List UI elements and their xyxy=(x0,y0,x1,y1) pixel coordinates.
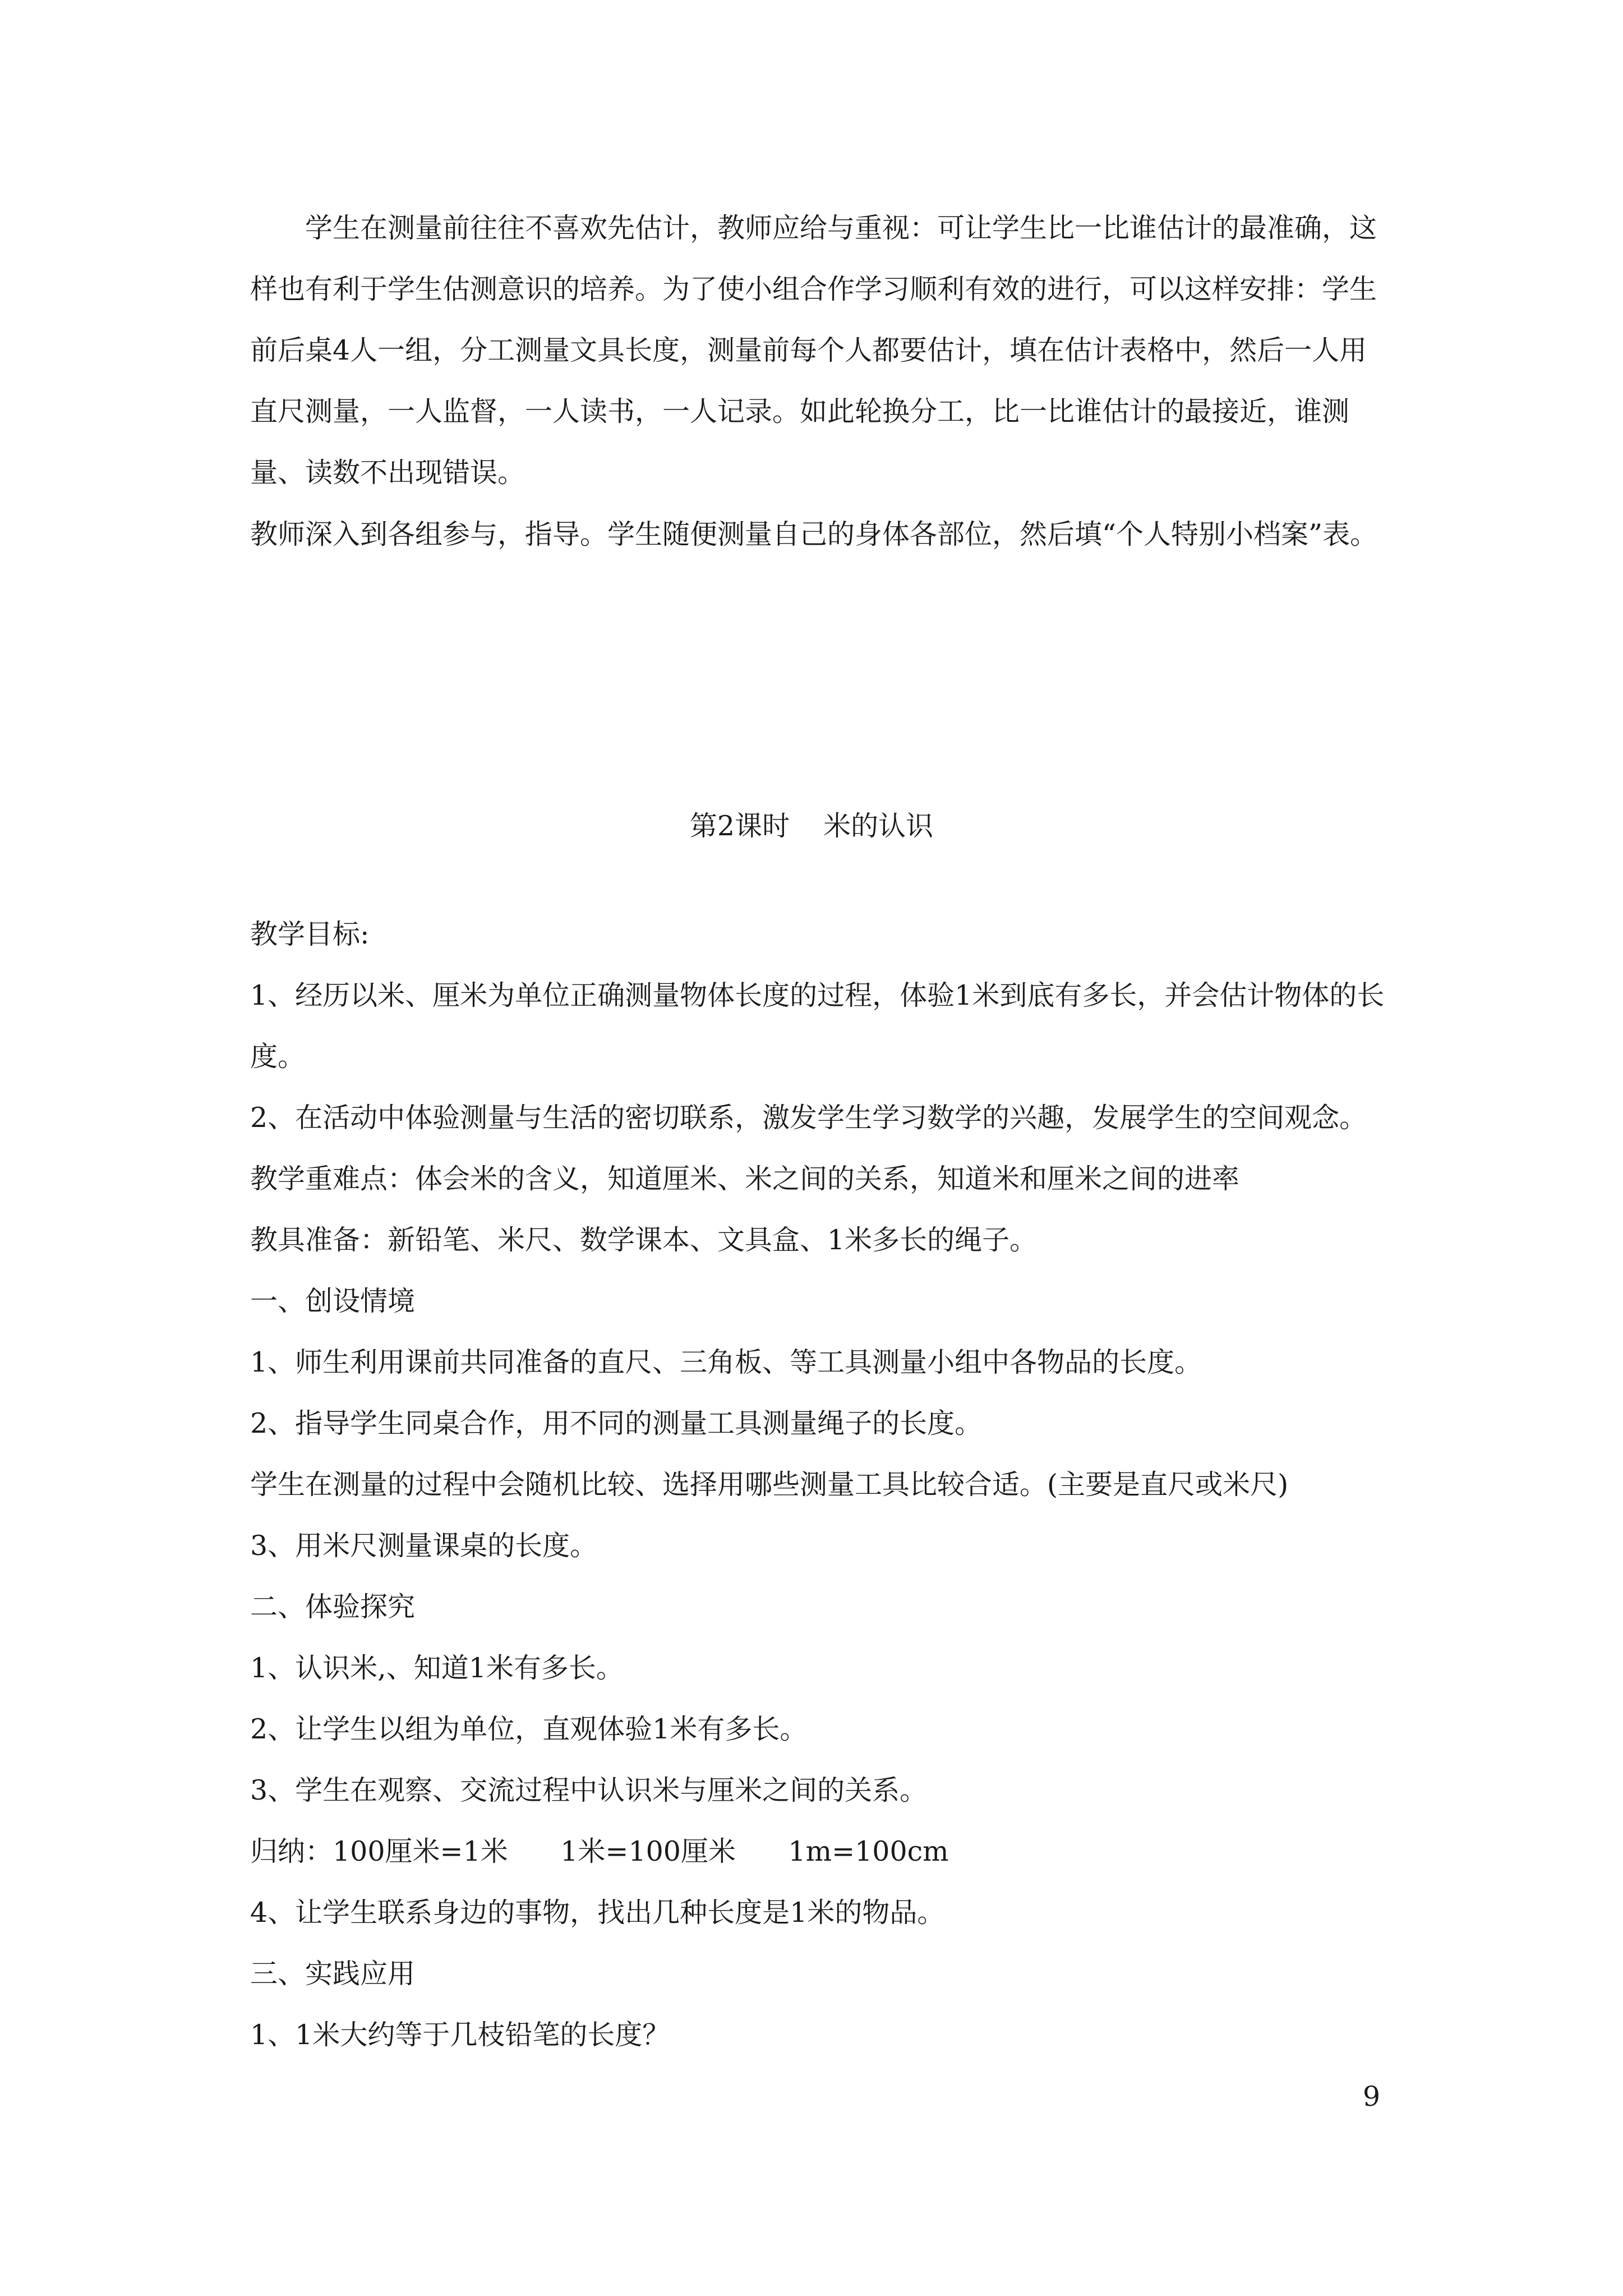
goal-item-2: 2、在活动中体验测量与生活的密切联系，激发学生学习数学的兴趣，发展学生的空间观念。 xyxy=(250,1102,1367,1134)
section-3-item-1: 1、1米大约等于几枝铅笔的长度？ xyxy=(250,2019,670,2051)
section-1-item-3: 3、用米尺测量课桌的长度。 xyxy=(250,1530,598,1562)
section-2-item-1: 1、认识米,、知道1米有多长。 xyxy=(250,1652,624,1684)
section-1-item-1: 1、师生利用课前共同准备的直尺、三角板、等工具测量小组中各物品的长度。 xyxy=(250,1346,1202,1378)
section-heading-2: 二、体验探究 xyxy=(250,1591,416,1623)
lesson-content xyxy=(250,904,1389,2065)
summary-line: 归纳：100厘米=1米 1米=100厘米 1m=100cm xyxy=(250,1835,949,1867)
section-heading-3: 三、实践应用 xyxy=(250,1958,416,1990)
teaching-goals-heading: 教学目标: xyxy=(250,918,370,950)
section-heading-1: 一、创设情境 xyxy=(250,1285,416,1317)
lesson-title xyxy=(0,795,1623,857)
lesson-number: 第2课时 xyxy=(689,810,790,842)
intro-paragraph: 学生在测量前往往不喜欢先估计，教师应给与重视：可让学生比一比谁估计的最准确，这样也有利于学生估测意识的培养。为了使小组合作学习顺利有效的进行，可以这样安排：学生前后桌4人一组，分工测量文具长度，测量前每个人都要估计，填在估计表格中，然后一人用直尺测量，一人监督，一人读书，一人记录。如此轮换分工，比一比谁估计的最接近，谁测量、读数不出现错误。 xyxy=(250,212,1377,489)
section-2-item-4: 4、让学生联系身边的事物，找出几种长度是1米的物品。 xyxy=(250,1897,945,1929)
page-number: 9 xyxy=(1363,2081,1381,2113)
section-1-note: 学生在测量的过程中会随机比较、选择用哪些测量工具比较合适。(主要是直尺或米尺) xyxy=(250,1469,1289,1501)
goal-item-1: 1、经历以米、厘米为单位正确测量物体长度的过程，体验1米到底有多长，并会估计物体的长度。 xyxy=(250,979,1385,1073)
intro-paragraph-2: 教师深入到各组参与，指导。学生随便测量自己的身体各部位，然后填“个人特别小档案”表。 xyxy=(250,518,1378,550)
teaching-aids: 教具准备：新铅笔、米尺、数学课本、文具盒、1米多长的绳子。 xyxy=(250,1224,1038,1256)
section-1-item-2: 2、指导学生同桌合作，用不同的测量工具测量绳子的长度。 xyxy=(250,1407,983,1439)
section-2-item-2: 2、让学生以组为单位，直观体验1米有多长。 xyxy=(250,1713,808,1745)
lesson-name: 米的认识 xyxy=(823,810,934,842)
key-points: 教学重难点：体会米的含义，知道厘米、米之间的关系，知道米和厘米之间的进率 xyxy=(250,1163,1240,1195)
section-2-item-3: 3、学生在观察、交流过程中认识米与厘米之间的关系。 xyxy=(250,1774,928,1806)
